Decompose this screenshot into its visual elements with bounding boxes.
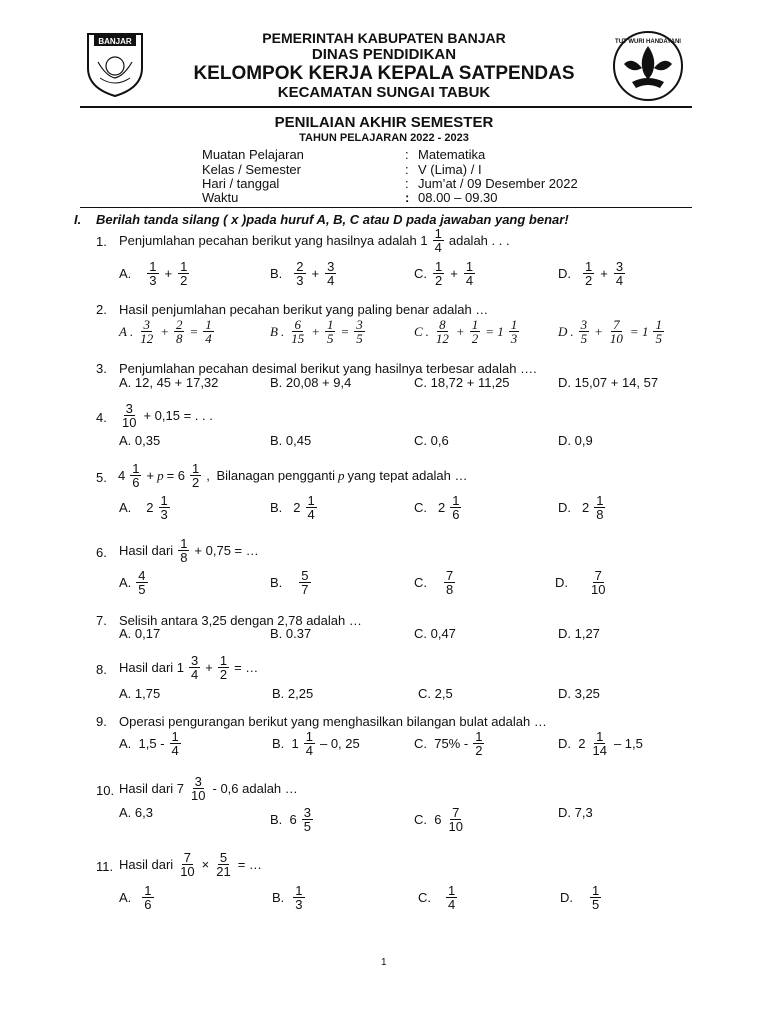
question-text: Hasil dari xyxy=(119,857,174,872)
option-a[interactable]: A. $\frac{4}{5}$ xyxy=(119,568,146,597)
question-text: Bilanagan pengganti xyxy=(216,468,336,483)
option-d[interactable]: D. 7,3 xyxy=(558,805,593,820)
question-number: 4. xyxy=(96,410,107,425)
meta-sep: : xyxy=(405,162,409,177)
option-b[interactable]: B. 6 $\frac{3}{5}$ xyxy=(270,805,311,834)
option-a[interactable]: A. 1,75 xyxy=(119,686,161,701)
question-suffix: adalah . . . xyxy=(448,233,510,248)
option-a[interactable]: A. 0,35 xyxy=(119,433,161,448)
meta-rule xyxy=(80,207,692,208)
option-d[interactable]: D . $\frac{3}{5}$ + $\frac{7}{10}$ = 1 $\frac{1}{5}$ xyxy=(558,317,662,346)
question-number: 3. xyxy=(96,361,107,376)
question-11: Hasil dari $\frac{7}{10}$ × $\frac{5}{21}$ = … xyxy=(119,850,262,879)
option-c[interactable]: C. $\frac{1}{2}$ + $\frac{1}{4}$ xyxy=(414,259,474,288)
question-10: Hasil dari 7 $\frac{3}{10}$ - 0,6 adalah … xyxy=(119,774,298,803)
option-a[interactable]: A . $\frac{3}{12}$ + $\frac{2}{8}$ = $\frac{1}{4}$ xyxy=(119,317,212,346)
section-instruction: Berilah tanda silang ( x )pada huruf A, B, C atau D pada jawaban yang benar! xyxy=(96,212,569,227)
section-number: I. xyxy=(74,212,82,227)
question-text: yang tepat adalah … xyxy=(347,468,468,483)
question-number: 10. xyxy=(96,783,115,798)
header-line-3: KELOMPOK KERJA KEPALA SATPENDAS xyxy=(193,63,575,84)
banjar-logo-text: BANJAR xyxy=(98,37,132,46)
fraction: $\frac{1}{4}$ xyxy=(434,226,442,255)
option-b[interactable]: B. 20,08 + 9,4 xyxy=(270,375,352,390)
exam-year: TAHUN PELAJARAN 2022 - 2023 xyxy=(299,132,469,144)
meta-sep: : xyxy=(405,190,410,205)
option-letter: D. xyxy=(558,266,571,281)
question-1 xyxy=(119,227,510,254)
option-b[interactable]: B. $\frac{5}{7}$ xyxy=(270,568,309,597)
question-suffix: + 0,15 = . . . xyxy=(143,408,213,423)
tut-wuri-logo-text: TUT WURI HANDAYANI xyxy=(615,39,681,45)
option-d[interactable]: D. $\frac{1}{2}$ + $\frac{3}{4}$ xyxy=(558,259,624,288)
option-letter: C. xyxy=(414,266,427,281)
question-suffix: + 0,75 = … xyxy=(194,543,259,558)
option-c[interactable]: C. $\frac{7}{8}$ xyxy=(414,568,454,597)
meta-sep: : xyxy=(405,176,409,191)
option-a[interactable]: A. 6,3 xyxy=(119,805,153,820)
question-6: Hasil dari $\frac{1}{8}$ + 0,75 = … xyxy=(119,536,259,565)
question-number: 8. xyxy=(96,662,107,677)
header-line-4: KECAMATAN SUNGAI TABUK xyxy=(277,84,491,101)
question-5: 4 $\frac{1}{6}$ + p = 6 $\frac{1}{2}$ , Bilanagan pengganti p yang tepat adalah … xyxy=(118,461,468,490)
meta-value: Jum’at / 09 Desember 2022 xyxy=(418,176,578,191)
option-d[interactable]: D. 0,9 xyxy=(558,433,593,448)
variable: p xyxy=(338,467,345,483)
option-d[interactable]: D. 3,25 xyxy=(558,686,600,701)
option-d[interactable]: D. 2 $\frac{1}{8}$ xyxy=(558,493,604,522)
question-number: 7. xyxy=(96,613,107,628)
option-d[interactable]: D. 15,07 + 14, 57 xyxy=(558,375,659,390)
option-b[interactable]: B . $\frac{6}{15}$ + $\frac{1}{5}$ = $\frac{3}{5}$ xyxy=(270,317,363,346)
option-c[interactable]: C. 0,6 xyxy=(414,433,449,448)
question-suffix: = … xyxy=(234,660,259,675)
option-d[interactable]: D. 2 $\frac{1}{14}$ – 1,5 xyxy=(558,729,643,758)
header-line-1: PEMERINTAH KABUPATEN BANJAR xyxy=(262,30,506,46)
option-b[interactable]: B. 0.37 xyxy=(270,626,312,641)
option-letter: A. xyxy=(119,266,132,281)
meta-label: Waktu xyxy=(202,190,239,205)
option-b[interactable]: B. $\frac{2}{3}$ + $\frac{3}{4}$ xyxy=(270,259,335,288)
option-a[interactable]: A. $\frac{1}{6}$ xyxy=(119,883,152,912)
question-text: Hasil dari xyxy=(119,543,174,558)
exam-title: PENILAIAN AKHIR SEMESTER xyxy=(274,114,494,131)
question-text: Selisih antara 3,25 dengan 2,78 adalah … xyxy=(119,613,362,628)
meta-sep: : xyxy=(405,147,409,162)
option-a[interactable]: A. 1,5 - $\frac{1}{4}$ xyxy=(119,729,179,758)
option-b[interactable]: B. $\frac{1}{3}$ xyxy=(272,883,303,912)
option-b[interactable]: B. 0,45 xyxy=(270,433,312,448)
question-text: Hasil penjumlahan pecahan berikut yang paling benar adalah … xyxy=(119,302,489,317)
header-rule xyxy=(80,106,692,108)
option-letter: B. xyxy=(270,266,283,281)
question-number: 9. xyxy=(96,714,107,729)
question-text: Penjumlahan pecahan desimal berikut yang hasilnya terbesar adalah …. xyxy=(119,361,537,376)
option-c[interactable]: C. 0,47 xyxy=(414,626,456,641)
meta-label: Kelas / Semester xyxy=(202,162,301,177)
question-text: Operasi pengurangan berikut yang menghasilkan bilangan bulat adalah … xyxy=(119,714,547,729)
option-a[interactable]: A. 12, 45 + 17,32 xyxy=(119,375,219,390)
option-d[interactable]: D. $\frac{7}{10}$ xyxy=(555,568,606,597)
option-c[interactable]: C . $\frac{8}{12}$ + $\frac{1}{2}$ = 1 $\frac{1}{3}$ xyxy=(414,317,518,346)
question-number: 11. xyxy=(96,859,114,874)
meta-value: V (Lima) / I xyxy=(418,162,482,177)
option-d[interactable]: D. $\frac{1}{5}$ xyxy=(560,883,600,912)
option-b[interactable]: B. 2,25 xyxy=(272,686,314,701)
meta-label: Hari / tanggal xyxy=(202,176,280,191)
option-c[interactable]: C. 2 $\frac{1}{6}$ xyxy=(414,493,460,522)
question-number: 1. xyxy=(96,234,107,249)
option-c[interactable]: C. $\frac{1}{4}$ xyxy=(418,883,456,912)
option-a[interactable]: A. 0,17 xyxy=(119,626,161,641)
question-number: 2. xyxy=(96,302,107,317)
header-line-2: DINAS PENDIDIKAN xyxy=(311,46,457,63)
option-a[interactable]: A. 2 $\frac{1}{3}$ xyxy=(119,493,168,522)
page-number: 1 xyxy=(381,957,387,968)
question-text: Hasil dari 1 xyxy=(119,660,185,675)
question-number: 5. xyxy=(96,470,107,485)
option-b[interactable]: B. 1 $\frac{1}{4}$ – 0, 25 xyxy=(272,729,360,758)
option-b[interactable]: B. 2 $\frac{1}{4}$ xyxy=(270,493,315,522)
question-suffix: = … xyxy=(237,857,262,872)
meta-label: Muatan Pelajaran xyxy=(202,147,304,162)
question-8: Hasil dari 1 $\frac{3}{4}$ + $\frac{1}{2}$ = … xyxy=(119,653,259,682)
option-d[interactable]: D. 1,27 xyxy=(558,626,600,641)
question-4: $\frac{3}{10}$ + 0,15 = . . . xyxy=(122,401,213,430)
option-a[interactable]: A. $\frac{1}{3}$ + $\frac{1}{2}$ xyxy=(119,259,188,288)
option-c[interactable]: C. 18,72 + 11,25 xyxy=(414,375,510,390)
question-suffix: - 0,6 adalah … xyxy=(212,781,298,796)
option-c[interactable]: C. 75% - $\frac{1}{2}$ xyxy=(414,729,483,758)
question-text: Penjumlahan pecahan berikut yang hasilnya adalah 1 xyxy=(119,233,428,248)
question-number: 6. xyxy=(96,545,107,560)
meta-value: Matematika xyxy=(418,147,486,162)
question-text: Hasil dari 7 xyxy=(119,781,185,796)
option-c[interactable]: C. 2,5 xyxy=(418,686,453,701)
option-c[interactable]: C. 6 $\frac{7}{10}$ xyxy=(414,805,463,834)
meta-value: 08.00 – 09.30 xyxy=(418,190,498,205)
